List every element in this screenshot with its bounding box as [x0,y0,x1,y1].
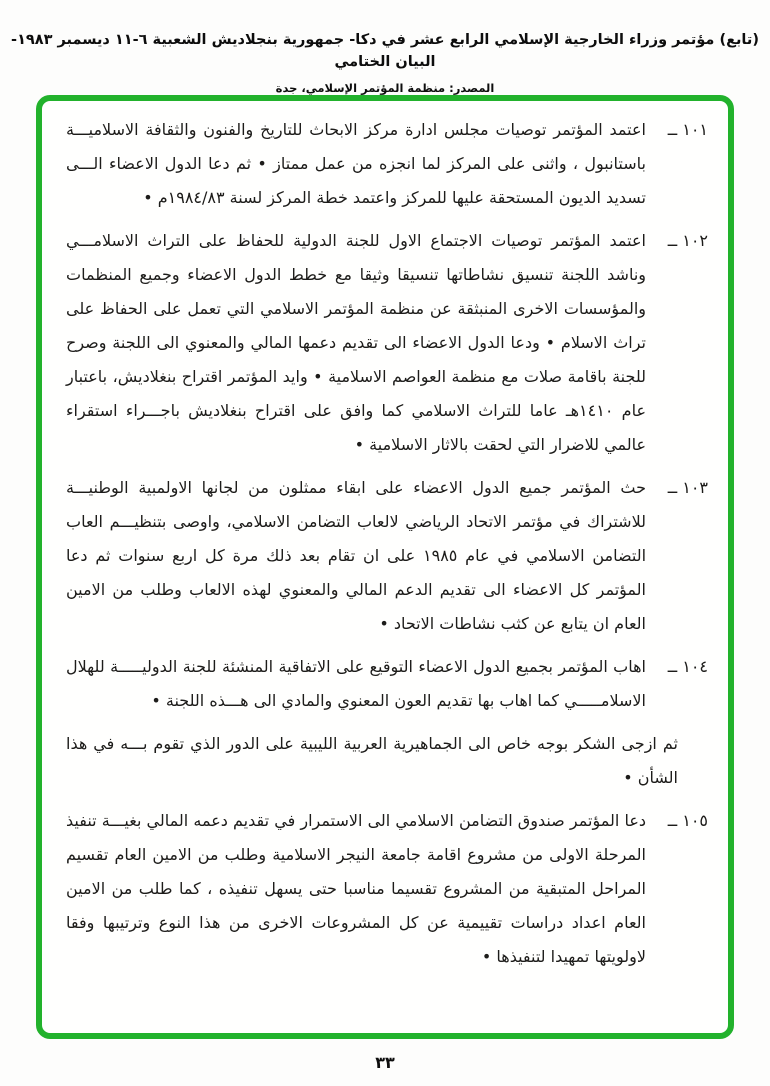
item-text: ثم ازجى الشكر بوجه خاص الى الجماهيرية العربية الليبية على الدور الذي تقوم بـــه في هذا الشأن • [66,734,678,787]
item-number: ١٠٥ ــ [667,811,708,830]
page-footer [0,1053,770,1072]
document-header [0,30,770,95]
document-title: (تابع) مؤتمر وزراء الخارجية الإسلامي الرابع عشر في دكا- جمهورية بنجلاديش الشعبية ٦-١١ ديسمبر ١٩٨٣- البيان الختامي [11,32,759,70]
item-text: دعا المؤتمر صندوق التضامن الاسلامي الى الاستمرار في تقديم دعمه المالي بغيـــة تنفيذ المرحلة الاولى من مشروع اقامة جامعة النيجر الاسلامية وطلب من الامين العام تقسيم المراحل المتبقية من المشروع تقسيما مناسبا حتى يسهل تنفيذه ، كما طلب من الامين العام اعداد دراسات تقييمية عن كل المشروعات الاخرى من هذا النوع وترتيبها وفقا لاولويتها تمهيدا لتنفيذها • [66,811,646,966]
item-number: ١٠١ ــ [667,120,708,139]
page-number: ٣٣ [375,1053,395,1072]
item-text: حث المؤتمر جميع الدول الاعضاء على ابقاء ممثلون من لجانها الاولمبية الوطنيـــة للاشتراك في مؤتمر الاتحاد الرياضي لالعاب التضامن الاسلامي، واوصى بتنظيـــم العاب التضامن الاسلامي في عام ١٩٨٥ على ان تقام بعد ذلك مرة كل اربع سنوات ثم دعا المؤتمر كل الاعضاء الى تقديم الدعم المالي والمعنوي لهذه الالعاب وطلب من الامين العام ان يتابع عن كثب نشاطات الاتحاد • [66,478,647,633]
paragraph-item-104 [66,650,708,718]
document-body-text [66,113,708,974]
paragraph-item-102 [66,224,708,462]
paragraph-thanks-libya [66,727,708,795]
item-number: ١٠٢ ــ [667,231,708,250]
paragraph-item-105 [66,804,708,974]
content-frame [36,95,734,1039]
document-source-line: المصدر: منظمة المؤتمر الإسلامي، جدة [275,80,495,95]
item-number: ١٠٤ ــ [667,657,708,676]
item-text: اعتمد المؤتمر توصيات الاجتماع الاول للجنة الدولية للحفاظ على التراث الاسلامـــي وناشد اللجنة تنسيق نشاطاتها تنسيقا وثيقا مع خطط الدول الاعضاء وجميع المنظمات والمؤسسات الاخرى المنبثقة عن منظمة المؤتمر الاسلامي التي تعمل على الحفاظ على تراث الاسلام • ودعا الدول الاعضاء الى تقديم دعمها المالي والمعنوي الى اللجنة وصرح للجنة باقامة صلات مع منظمة العواصم الاسلامية • وايد المؤتمر اقتراح بنغلاديش، باعتبار عام ١٤١٠هـ عاما للتراث الاسلامي كما وافق على اقتراح بنغلاديش باجـــراء استقراء عالمي للاضرار التي لحقت بالاثار الاسلامية • [66,231,646,454]
item-text: اعتمد المؤتمر توصيات مجلس ادارة مركز الابحاث للتاريخ والفنون والثقافة الاسلاميـــة باستانبول ، واثنى على المركز لما انجزه من عمل ممتاز • ثم دعا الدول الاعضاء الـــى تسديد الديون المستحقة عليها للمركز واعتمد خطة المركز لسنة ١٩٨٤/٨٣م • [66,120,646,207]
item-text: اهاب المؤتمر بجميع الدول الاعضاء التوقيع على الاتفاقية المنشئة للجنة الدوليـــــة للهلال الاسلامـــــي كما اهاب بها تقديم العون المعنوي والمادي الى هـــذه اللجنة • [66,657,646,710]
paragraph-item-103 [66,471,708,641]
paragraph-item-101 [66,113,708,215]
item-number: ١٠٣ ــ [667,478,708,497]
